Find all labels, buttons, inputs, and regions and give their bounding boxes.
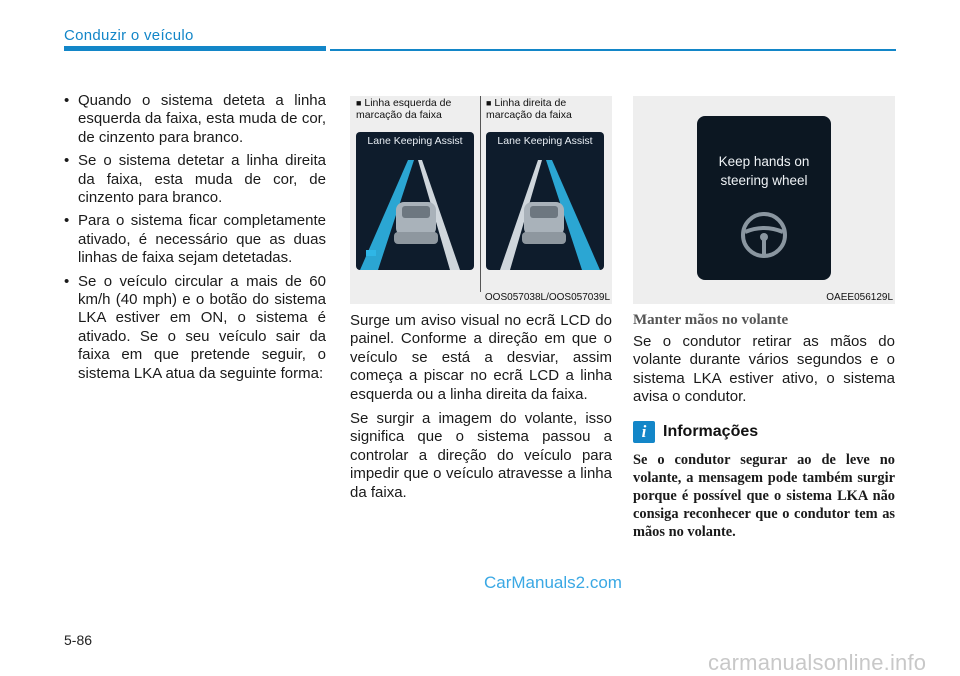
footer-watermark: carmanualsonline.info [708,650,927,675]
list-item: • Se o veículo circular a mais de 60 km/h (40 mph) e o botão do sistema LKA estiver em ON, o sistema é ativado. Se o seu veículo sair da faixa em que pretende seguir, o sistema LKA atua da seguinte forma: [64,272,326,382]
cluster-screen [697,116,831,280]
screen-title: Lane Keeping Assist [367,135,463,147]
warning-line-1: Keep hands on [718,154,810,169]
subsection-title: Manter mãos no volante [633,312,789,328]
list-item: • Para o sistema ficar completamente ativado, é necessário que as duas linhas de faixa sejam detetadas. [64,212,326,267]
bullet-column [64,92,326,388]
lane-graphic-right [486,132,604,270]
info-text: Se o condutor segurar ao de leve no volante, a mensagem pode também surgir porque é possível que o sistema LKA não consiga reconhecer que o condutor tem as mãos no volante. [633,451,895,540]
figure-divider [480,96,481,292]
paragraph: Se surgir a imagem do volante, isso significa que o sistema passou a controlar a direção do veículo para impedir que o veículo atravesse a linha da faixa. [350,410,612,501]
info-title: Informações [663,422,759,440]
lka-warning-column [350,312,612,508]
bullet-text: Quando o sistema deteta a linha esquerda da faixa, esta muda de cor, de cinzento para branco. [78,92,326,146]
left-lane-label: ■ Linha esquerda de marcação da faixa [356,97,452,121]
right-lane-label-text: Linha direita de marcação da faixa [486,97,572,121]
left-lane-label-text: Linha esquerda de marcação da faixa [356,97,452,121]
paragraph: Se o condutor retirar as mãos do volante durante vários segundos e o sistema LKA estiver ativo, o sistema avisa o condutor. [633,333,895,406]
bullet-text: Se o sistema detetar a linha direita da faixa, esta muda de cor, de cinzento para branco. [78,152,326,207]
lka-screen-left [356,132,474,270]
page-number: 5-86 [64,632,93,648]
hands-on-wheel-figure [633,96,895,304]
steering-wheel-icon [739,210,789,260]
bullet-text: Se o veículo circular a mais de 60 km/h (40 mph) e o botão do sistema LKA estiver em ON, o sistema é ativado. Se o seu veículo sair da faixa em que pretende seguir, o sistema LKA atua da seguinte forma: [78,272,326,382]
list-item: • Quando o sistema deteta a linha esquerda da faixa, esta muda de cor, de cinzento para branco. [64,92,326,146]
header-rule-thick [64,46,326,51]
watermark-link[interactable]: CarManuals2.com [484,573,622,592]
bullet-list [64,92,326,383]
warning-message [697,152,831,190]
lane-graphic-left [356,132,474,270]
info-icon: i [633,421,655,443]
hands-on-wheel-column [633,312,895,541]
figure-code: OOS057038L/OOS057039L [484,292,610,303]
section-title: Conduzir o veículo [64,27,194,44]
lka-display-figure [350,96,612,304]
info-header [633,421,895,443]
header-rule-thin [330,49,896,51]
paragraph: Surge um aviso visual no ecrã LCD do painel. Conforme a direção em que o veículo se está a desviar, assim começa a piscar no ecrã LCD a linha esquerda ou a linha direita da faixa. [350,312,612,403]
right-lane-label: ■ Linha direita de marcação da faixa [486,97,572,121]
warning-line-2: steering wheel [720,173,808,188]
screen-title: Lane Keeping Assist [497,135,593,147]
figure-code: OAEE056129L [826,292,893,303]
list-item: • Se o sistema detetar a linha direita da faixa, esta muda de cor, de cinzento para branco. [64,152,326,207]
bullet-text: Para o sistema ficar completamente ativado, é necessário que as duas linhas de faixa sejam detetadas. [78,212,326,267]
lka-screen-right [486,132,604,270]
